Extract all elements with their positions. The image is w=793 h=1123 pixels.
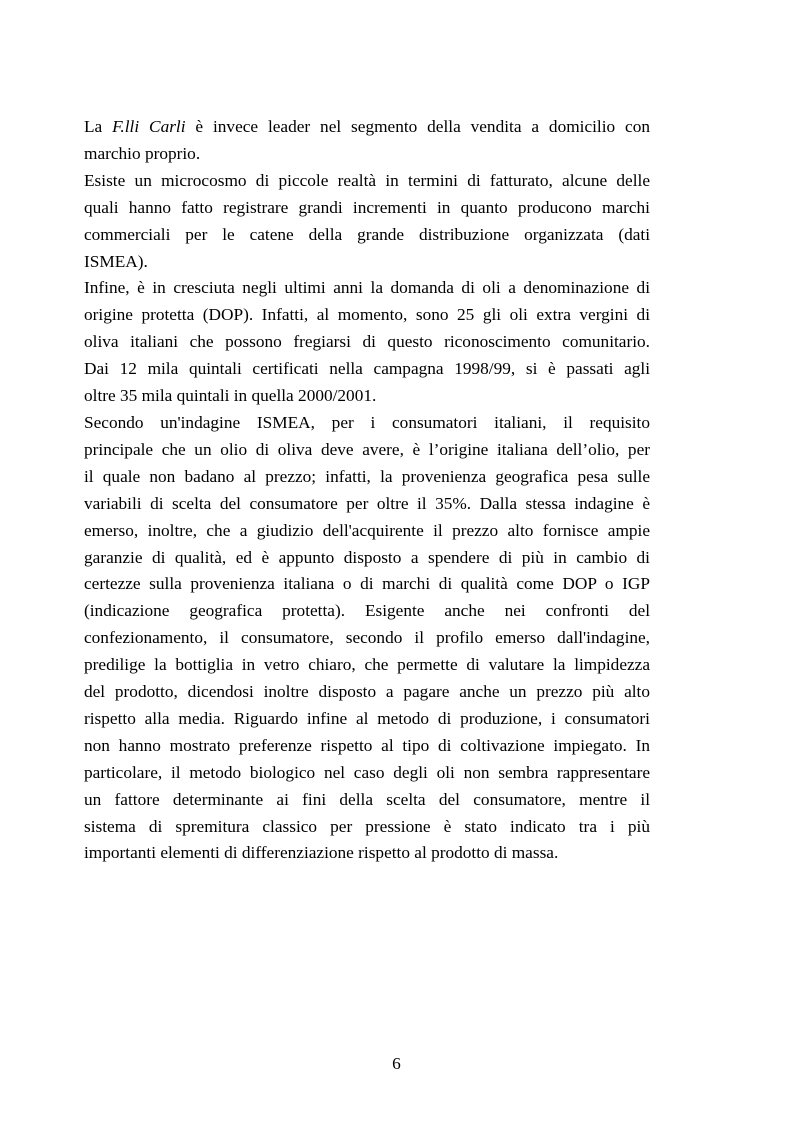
- text-line: quali hanno fatto registrare grandi incrementi in quanto producono marchi: [84, 197, 650, 217]
- page-number: 6: [392, 1054, 401, 1073]
- text-line: Esiste un microcosmo di piccole realtà in termini di fatturato, alcune delle: [84, 170, 650, 190]
- text-line: particolare, il metodo biologico nel caso degli oli non sembra rappresentare: [84, 762, 650, 782]
- text-line: ISMEA).: [84, 251, 148, 271]
- text-line: Secondo un'indagine ISMEA, per i consumatori italiani, il requisito: [84, 412, 650, 432]
- text-line: un fattore determinante ai fini della scelta del consumatore, mentre il: [84, 789, 650, 809]
- body-text: [84, 114, 650, 867]
- text-line: commerciali per le catene della grande distribuzione organizzata (dati: [84, 224, 650, 244]
- text-line: variabili di scelta del consumatore per oltre il 35%. Dalla stessa indagine è: [84, 493, 650, 513]
- text-line: emerso, inoltre, che a giudizio dell'acquirente il prezzo alto fornisce ampie: [84, 520, 650, 540]
- paragraph-4: [84, 410, 650, 867]
- text-line: oliva italiani che possono fregiarsi di questo riconoscimento comunitario.: [84, 332, 650, 352]
- text-line: garanzie di qualità, ed è appunto disposto a spendere di più in cambio di: [84, 547, 650, 567]
- text-line: confezionamento, il consumatore, secondo il profilo emerso dall'indagine,: [84, 628, 650, 648]
- text-line: (indicazione geografica protetta). Esigente anche nei confronti del: [84, 601, 650, 621]
- paragraph-2: [84, 168, 650, 276]
- paragraph-3: [84, 275, 650, 410]
- company-name: F.lli Carli: [112, 117, 186, 136]
- text-line: non hanno mostrato preferenze rispetto al tipo di coltivazione impiegato. In: [84, 735, 650, 755]
- text-run: La: [84, 117, 113, 136]
- text-line: rispetto alla media. Riguardo infine al metodo di produzione, i consumatori: [84, 708, 650, 728]
- text-line: sistema di spremitura classico per pressione è stato indicato tra i più: [84, 816, 650, 836]
- text-line: certezze sulla provenienza italiana o di marchi di qualità come DOP o IGP: [84, 574, 650, 594]
- text-line: principale che un olio di oliva deve avere, è l’origine italiana dell’olio, per: [84, 439, 650, 459]
- text-line: origine protetta (DOP). Infatti, al momento, sono 25 gli oli extra vergini di: [84, 305, 650, 325]
- text-line: predilige la bottiglia in vetro chiaro, che permette di valutare la limpidezza: [84, 655, 650, 675]
- text-run: è invece leader nel segmento della vendita a domicilio con: [185, 117, 650, 136]
- text-line: Infine, è in cresciuta negli ultimi anni la domanda di oli a denominazione di: [84, 278, 650, 298]
- text-line: il quale non badano al prezzo; infatti, la provenienza geografica pesa sulle: [84, 466, 650, 486]
- text-line: [84, 114, 650, 141]
- text-line: Dai 12 mila quintali certificati nella campagna 1998/99, si è passati agli: [84, 359, 650, 379]
- paragraph-1: [84, 114, 650, 168]
- text-line: oltre 35 mila quintali in quella 2000/2001.: [84, 386, 377, 406]
- text-line: del prodotto, dicendosi inoltre disposto a pagare anche un prezzo più alto: [84, 682, 650, 702]
- text-line: marchio proprio.: [84, 143, 201, 163]
- text-line: importanti elementi di differenziazione rispetto al prodotto di massa.: [84, 843, 559, 863]
